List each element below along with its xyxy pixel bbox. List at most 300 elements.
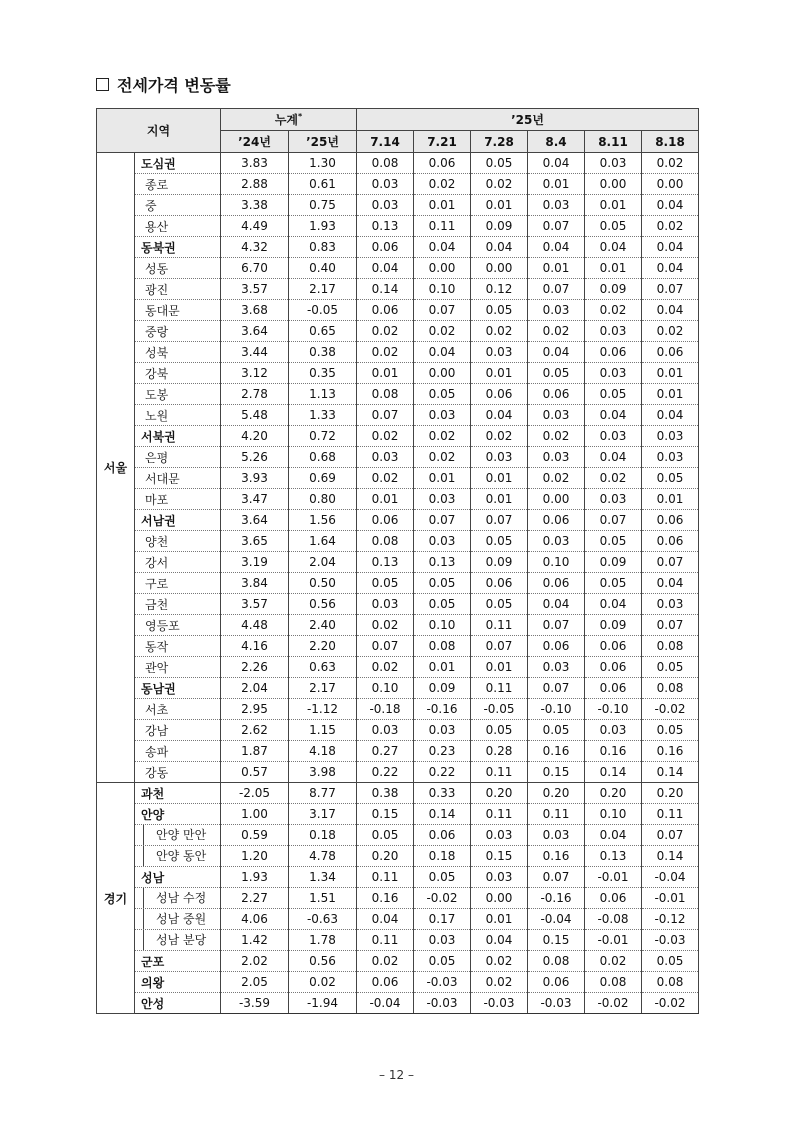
subregion-label: 종로 [135, 174, 221, 195]
weekly-value-cell: 0.08 [528, 951, 585, 972]
cumulative-value-cell: 4.18 [289, 741, 357, 762]
weekly-value-cell: 0.04 [528, 237, 585, 258]
table-row [97, 531, 699, 552]
weekly-value-cell: 0.09 [585, 552, 642, 573]
weekly-value-cell: 0.04 [414, 237, 471, 258]
weekly-value-cell: 0.04 [528, 342, 585, 363]
cumulative-value-cell: 3.65 [221, 531, 289, 552]
weekly-value-cell: 0.04 [585, 825, 642, 846]
cumulative-value-cell: 0.02 [289, 972, 357, 993]
cumulative-value-cell: -2.05 [221, 783, 289, 804]
subregion-label: 구로 [135, 573, 221, 594]
table-row [97, 951, 699, 972]
weekly-value-cell: 0.03 [528, 657, 585, 678]
cumulative-value-cell: 1.78 [289, 930, 357, 951]
weekly-value-cell: 0.05 [471, 300, 528, 321]
cumulative-value-cell: 4.20 [221, 426, 289, 447]
subregion-label: 관악 [135, 657, 221, 678]
weekly-value-cell: 0.03 [528, 195, 585, 216]
subregion-label-text: 성남 수정 [143, 888, 206, 908]
weekly-value-cell: 0.01 [471, 195, 528, 216]
weekly-value-cell: 0.14 [357, 279, 414, 300]
cumulative-value-cell: 3.64 [221, 321, 289, 342]
subregion-label: 군포 [135, 951, 221, 972]
weekly-value-cell: 0.07 [357, 636, 414, 657]
header-cum-0: ’24년 [221, 131, 289, 153]
weekly-value-cell: 0.14 [585, 762, 642, 783]
table-body [97, 153, 699, 1014]
cumulative-value-cell: 2.88 [221, 174, 289, 195]
weekly-value-cell: 0.14 [414, 804, 471, 825]
weekly-value-cell: 0.02 [471, 426, 528, 447]
cumulative-value-cell: 2.04 [289, 552, 357, 573]
weekly-value-cell: 0.07 [528, 615, 585, 636]
weekly-value-cell: 0.03 [642, 426, 699, 447]
weekly-value-cell: 0.02 [357, 426, 414, 447]
subregion-label: 성동 [135, 258, 221, 279]
weekly-value-cell: 0.08 [357, 531, 414, 552]
cumulative-value-cell: 3.68 [221, 300, 289, 321]
subregion-label-text: 안양 만안 [143, 825, 206, 845]
cumulative-value-cell: 0.69 [289, 468, 357, 489]
table-row [97, 342, 699, 363]
weekly-value-cell: 0.10 [528, 552, 585, 573]
weekly-value-cell: 0.09 [585, 279, 642, 300]
table-row [97, 363, 699, 384]
weekly-value-cell: -0.03 [471, 993, 528, 1014]
weekly-value-cell: 0.10 [585, 804, 642, 825]
table-row [97, 741, 699, 762]
weekly-value-cell: 0.00 [414, 363, 471, 384]
table-row [97, 216, 699, 237]
weekly-value-cell: 0.01 [471, 489, 528, 510]
weekly-value-cell: -0.16 [414, 699, 471, 720]
weekly-value-cell: 0.02 [642, 216, 699, 237]
header-cumulative [221, 109, 357, 131]
cumulative-value-cell: 0.80 [289, 489, 357, 510]
weekly-value-cell: 0.11 [471, 804, 528, 825]
weekly-value-cell: 0.07 [642, 552, 699, 573]
weekly-value-cell: 0.05 [357, 825, 414, 846]
subregion-label: 강북 [135, 363, 221, 384]
weekly-value-cell: 0.03 [585, 153, 642, 174]
cumulative-value-cell: 1.64 [289, 531, 357, 552]
weekly-value-cell: -0.03 [414, 993, 471, 1014]
subregion-label: 양천 [135, 531, 221, 552]
weekly-value-cell: 0.03 [585, 363, 642, 384]
weekly-value-cell: 0.13 [357, 216, 414, 237]
weekly-value-cell: 0.04 [642, 195, 699, 216]
weekly-value-cell: 0.06 [585, 888, 642, 909]
cumulative-value-cell: 4.49 [221, 216, 289, 237]
subregion-label: 서대문 [135, 468, 221, 489]
weekly-value-cell: 0.03 [642, 594, 699, 615]
weekly-value-cell: 0.05 [414, 384, 471, 405]
subregion-label: 안양 [135, 804, 221, 825]
cumulative-value-cell: 1.42 [221, 930, 289, 951]
weekly-value-cell: 0.08 [642, 636, 699, 657]
subregion-label: 중 [135, 195, 221, 216]
weekly-value-cell: -0.16 [528, 888, 585, 909]
weekly-value-cell: 0.08 [642, 678, 699, 699]
weekly-value-cell: 0.15 [471, 846, 528, 867]
table-row [97, 447, 699, 468]
weekly-value-cell: 0.01 [642, 489, 699, 510]
weekly-value-cell: 0.02 [528, 468, 585, 489]
weekly-value-cell: 0.06 [471, 384, 528, 405]
weekly-value-cell: 0.03 [585, 321, 642, 342]
weekly-value-cell: 0.03 [471, 342, 528, 363]
cumulative-value-cell: 0.57 [221, 762, 289, 783]
subregion-label: 강남 [135, 720, 221, 741]
cumulative-value-cell: -0.63 [289, 909, 357, 930]
weekly-value-cell: 0.06 [528, 972, 585, 993]
subregion-label: 도봉 [135, 384, 221, 405]
cumulative-value-cell: 0.56 [289, 594, 357, 615]
table-row [97, 636, 699, 657]
cumulative-value-cell: 2.20 [289, 636, 357, 657]
weekly-value-cell: 0.07 [528, 279, 585, 300]
weekly-value-cell: 0.07 [642, 279, 699, 300]
weekly-value-cell: -0.03 [642, 930, 699, 951]
weekly-value-cell: 0.04 [528, 153, 585, 174]
weekly-value-cell: -0.02 [414, 888, 471, 909]
table-row [97, 195, 699, 216]
weekly-value-cell: 0.04 [471, 930, 528, 951]
cumulative-value-cell: 0.75 [289, 195, 357, 216]
weekly-value-cell: 0.03 [357, 720, 414, 741]
cumulative-value-cell: 0.18 [289, 825, 357, 846]
weekly-value-cell: 0.00 [528, 489, 585, 510]
table-row [97, 510, 699, 531]
weekly-value-cell: 0.16 [642, 741, 699, 762]
weekly-value-cell: 0.04 [471, 405, 528, 426]
weekly-value-cell: 0.16 [585, 741, 642, 762]
weekly-value-cell: 0.02 [471, 972, 528, 993]
weekly-value-cell: 0.02 [471, 951, 528, 972]
weekly-value-cell: 0.07 [528, 678, 585, 699]
cumulative-value-cell: 2.62 [221, 720, 289, 741]
weekly-value-cell: 0.04 [528, 594, 585, 615]
weekly-value-cell: 0.03 [357, 195, 414, 216]
weekly-value-cell: 0.02 [585, 300, 642, 321]
table-row [97, 321, 699, 342]
weekly-value-cell: 0.02 [357, 321, 414, 342]
subregion-label: 성남 [135, 867, 221, 888]
weekly-value-cell: 0.03 [357, 174, 414, 195]
weekly-value-cell: 0.04 [357, 258, 414, 279]
weekly-value-cell: 0.06 [357, 972, 414, 993]
weekly-value-cell: 0.10 [414, 279, 471, 300]
weekly-value-cell: 0.03 [414, 930, 471, 951]
weekly-value-cell: 0.07 [528, 867, 585, 888]
weekly-value-cell: 0.07 [414, 300, 471, 321]
weekly-value-cell: 0.01 [471, 909, 528, 930]
table-row [97, 909, 699, 930]
cumulative-value-cell: 0.35 [289, 363, 357, 384]
cumulative-value-cell: 8.77 [289, 783, 357, 804]
weekly-value-cell: 0.05 [471, 153, 528, 174]
weekly-value-cell: 0.04 [585, 447, 642, 468]
weekly-value-cell: -0.08 [585, 909, 642, 930]
cumulative-value-cell: 1.34 [289, 867, 357, 888]
weekly-value-cell: 0.33 [414, 783, 471, 804]
weekly-value-cell: 0.16 [528, 846, 585, 867]
header-week-5: 8.18 [642, 131, 699, 153]
cumulative-value-cell: -1.12 [289, 699, 357, 720]
weekly-value-cell: 0.18 [414, 846, 471, 867]
weekly-value-cell: 0.03 [528, 300, 585, 321]
weekly-value-cell: 0.06 [642, 510, 699, 531]
cumulative-value-cell: 2.95 [221, 699, 289, 720]
weekly-value-cell: 0.01 [585, 258, 642, 279]
weekly-value-cell: 0.05 [642, 657, 699, 678]
weekly-value-cell: 0.20 [357, 846, 414, 867]
cumulative-value-cell: 0.83 [289, 237, 357, 258]
weekly-value-cell: 0.05 [642, 951, 699, 972]
table-row [97, 762, 699, 783]
cumulative-value-cell: 5.26 [221, 447, 289, 468]
weekly-value-cell: -0.04 [528, 909, 585, 930]
weekly-value-cell: 0.08 [414, 636, 471, 657]
table-row [97, 825, 699, 846]
weekly-value-cell: 0.07 [585, 510, 642, 531]
weekly-value-cell: 0.03 [414, 405, 471, 426]
subregion-label: 서남권 [135, 510, 221, 531]
weekly-value-cell: 0.01 [528, 174, 585, 195]
weekly-value-cell: 0.01 [357, 489, 414, 510]
weekly-value-cell: 0.03 [357, 447, 414, 468]
weekly-value-cell: 0.05 [528, 720, 585, 741]
table-row [97, 237, 699, 258]
weekly-value-cell: 0.08 [642, 972, 699, 993]
cumulative-value-cell: -1.94 [289, 993, 357, 1014]
subregion-label: 강동 [135, 762, 221, 783]
cumulative-value-cell: 2.78 [221, 384, 289, 405]
weekly-value-cell: 0.06 [357, 510, 414, 531]
weekly-value-cell: 0.08 [585, 972, 642, 993]
header-year: ’25년 [357, 109, 699, 131]
weekly-value-cell: 0.05 [585, 573, 642, 594]
weekly-value-cell: 0.04 [585, 405, 642, 426]
weekly-value-cell: 0.04 [642, 237, 699, 258]
weekly-value-cell: 0.00 [414, 258, 471, 279]
weekly-value-cell: 0.01 [414, 195, 471, 216]
cumulative-value-cell: 1.93 [289, 216, 357, 237]
header-week-2: 7.28 [471, 131, 528, 153]
weekly-value-cell: 0.02 [357, 657, 414, 678]
header-week-1: 7.21 [414, 131, 471, 153]
cumulative-value-cell: 2.05 [221, 972, 289, 993]
weekly-value-cell: 0.15 [528, 930, 585, 951]
weekly-value-cell: 0.02 [528, 321, 585, 342]
weekly-value-cell: 0.05 [471, 531, 528, 552]
weekly-value-cell: -0.18 [357, 699, 414, 720]
weekly-value-cell: 0.02 [357, 951, 414, 972]
subregion-label: 송파 [135, 741, 221, 762]
cumulative-value-cell: 2.04 [221, 678, 289, 699]
weekly-value-cell: 0.16 [357, 888, 414, 909]
header-week-0: 7.14 [357, 131, 414, 153]
weekly-value-cell: 0.04 [357, 909, 414, 930]
cumulative-value-cell: 6.70 [221, 258, 289, 279]
weekly-value-cell: -0.04 [642, 867, 699, 888]
subregion-label: 서북권 [135, 426, 221, 447]
weekly-value-cell: 0.05 [414, 951, 471, 972]
cumulative-value-cell: 3.98 [289, 762, 357, 783]
cumulative-value-cell: 1.51 [289, 888, 357, 909]
weekly-value-cell: 0.03 [528, 825, 585, 846]
subregion-label: 동작 [135, 636, 221, 657]
weekly-value-cell: 0.07 [642, 825, 699, 846]
subregion-label-text: 성남 분당 [143, 930, 206, 950]
weekly-value-cell: 0.02 [414, 426, 471, 447]
weekly-value-cell: 0.12 [471, 279, 528, 300]
weekly-value-cell: 0.17 [414, 909, 471, 930]
cumulative-value-cell: 1.00 [221, 804, 289, 825]
region-label: 서울 [97, 153, 135, 783]
weekly-value-cell: 0.04 [585, 237, 642, 258]
weekly-value-cell: 0.02 [471, 321, 528, 342]
subregion-label: 금천 [135, 594, 221, 615]
cumulative-value-cell: 3.57 [221, 279, 289, 300]
cumulative-value-cell: 0.40 [289, 258, 357, 279]
weekly-value-cell: 0.02 [642, 321, 699, 342]
table-row [97, 846, 699, 867]
weekly-value-cell: 0.07 [471, 636, 528, 657]
weekly-value-cell: 0.20 [642, 783, 699, 804]
weekly-value-cell: 0.03 [414, 489, 471, 510]
table-row [97, 699, 699, 720]
weekly-value-cell: 0.14 [642, 846, 699, 867]
weekly-value-cell: 0.28 [471, 741, 528, 762]
weekly-value-cell: 0.07 [357, 405, 414, 426]
cumulative-value-cell: 5.48 [221, 405, 289, 426]
weekly-value-cell: 0.05 [414, 573, 471, 594]
table-row [97, 867, 699, 888]
weekly-value-cell: -0.10 [585, 699, 642, 720]
weekly-value-cell: 0.01 [642, 384, 699, 405]
weekly-value-cell: 0.03 [585, 426, 642, 447]
cumulative-value-cell: -0.05 [289, 300, 357, 321]
cumulative-value-cell: 3.44 [221, 342, 289, 363]
weekly-value-cell: 0.11 [642, 804, 699, 825]
subregion-label: 강서 [135, 552, 221, 573]
weekly-value-cell: 0.01 [471, 657, 528, 678]
subregion-label-text: 성남 중원 [143, 909, 206, 929]
weekly-value-cell: 0.05 [471, 720, 528, 741]
weekly-value-cell: 0.23 [414, 741, 471, 762]
weekly-value-cell: 0.07 [528, 216, 585, 237]
weekly-value-cell: 0.10 [357, 678, 414, 699]
cumulative-value-cell: 0.72 [289, 426, 357, 447]
weekly-value-cell: 0.14 [642, 762, 699, 783]
weekly-value-cell: -0.05 [471, 699, 528, 720]
weekly-value-cell: 0.04 [585, 594, 642, 615]
subregion-label: 마포 [135, 489, 221, 510]
weekly-value-cell: 0.03 [528, 531, 585, 552]
table-row [97, 573, 699, 594]
checkbox-square-icon [96, 78, 109, 91]
weekly-value-cell: 0.06 [471, 573, 528, 594]
weekly-value-cell: 0.07 [471, 510, 528, 531]
weekly-value-cell: 0.06 [528, 510, 585, 531]
weekly-value-cell: 0.03 [471, 825, 528, 846]
cumulative-value-cell: 3.84 [221, 573, 289, 594]
weekly-value-cell: 0.22 [414, 762, 471, 783]
weekly-value-cell: 0.09 [414, 678, 471, 699]
weekly-value-cell: 0.03 [642, 447, 699, 468]
subregion-label [135, 930, 221, 951]
weekly-value-cell: 0.00 [471, 258, 528, 279]
subregion-label: 성북 [135, 342, 221, 363]
cumulative-value-cell: 2.26 [221, 657, 289, 678]
weekly-value-cell: -0.01 [585, 867, 642, 888]
weekly-value-cell: -0.01 [585, 930, 642, 951]
weekly-value-cell: 0.01 [414, 657, 471, 678]
weekly-value-cell: -0.03 [528, 993, 585, 1014]
table-row [97, 657, 699, 678]
table-row [97, 720, 699, 741]
weekly-value-cell: 0.08 [357, 384, 414, 405]
weekly-value-cell: 0.06 [528, 384, 585, 405]
table-row [97, 594, 699, 615]
weekly-value-cell: 0.11 [471, 678, 528, 699]
cumulative-value-cell: 3.17 [289, 804, 357, 825]
weekly-value-cell: 0.22 [357, 762, 414, 783]
weekly-value-cell: 0.06 [528, 636, 585, 657]
cumulative-value-cell: 4.16 [221, 636, 289, 657]
cumulative-value-cell: 0.56 [289, 951, 357, 972]
weekly-value-cell: 0.00 [471, 888, 528, 909]
weekly-value-cell: 0.20 [471, 783, 528, 804]
weekly-value-cell: -0.10 [528, 699, 585, 720]
weekly-value-cell: 0.15 [528, 762, 585, 783]
weekly-value-cell: 0.09 [471, 216, 528, 237]
header-cumulative-label: 누계 [274, 113, 298, 127]
cumulative-value-cell: 2.17 [289, 279, 357, 300]
weekly-value-cell: 0.07 [642, 615, 699, 636]
weekly-value-cell: 0.02 [357, 615, 414, 636]
region-label: 경기 [97, 783, 135, 1014]
page-number: – 12 – [379, 1068, 414, 1082]
cumulative-value-cell: 1.87 [221, 741, 289, 762]
weekly-value-cell: 0.02 [471, 174, 528, 195]
weekly-value-cell: 0.04 [642, 405, 699, 426]
weekly-value-cell: 0.01 [585, 195, 642, 216]
weekly-value-cell: 0.02 [585, 468, 642, 489]
weekly-value-cell: -0.02 [642, 699, 699, 720]
cumulative-value-cell: 0.63 [289, 657, 357, 678]
table-row [97, 930, 699, 951]
weekly-value-cell: 0.02 [585, 951, 642, 972]
weekly-value-cell: 0.13 [414, 552, 471, 573]
weekly-value-cell: 0.06 [585, 678, 642, 699]
weekly-value-cell: 0.20 [585, 783, 642, 804]
cumulative-value-cell: 2.02 [221, 951, 289, 972]
weekly-value-cell: 0.06 [585, 342, 642, 363]
weekly-value-cell: -0.02 [642, 993, 699, 1014]
weekly-value-cell: 0.01 [471, 468, 528, 489]
subregion-label: 안성 [135, 993, 221, 1014]
section-title-text: 전세가격 변동률 [117, 75, 231, 95]
cumulative-value-cell: 4.06 [221, 909, 289, 930]
weekly-value-cell: 0.02 [414, 447, 471, 468]
subregion-label: 동북권 [135, 237, 221, 258]
weekly-value-cell: 0.05 [642, 468, 699, 489]
subregion-label: 서초 [135, 699, 221, 720]
weekly-value-cell: 0.05 [585, 216, 642, 237]
